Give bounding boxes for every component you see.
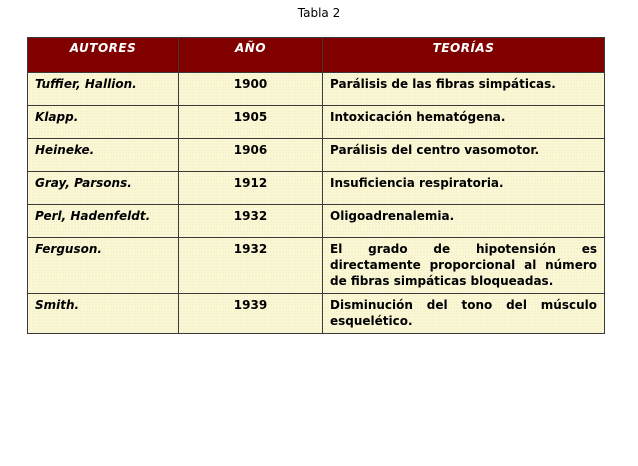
table-row (28, 172, 605, 205)
author-cell: Smith. (28, 294, 179, 334)
column-header-year: AÑO (179, 38, 323, 73)
year-cell: 1932 (179, 205, 323, 238)
table-row (28, 106, 605, 139)
year-cell: 1912 (179, 172, 323, 205)
author-cell: Klapp. (28, 106, 179, 139)
theory-cell: Parálisis de las fibras simpáticas. (323, 73, 605, 106)
table-caption: Tabla 2 (297, 6, 341, 20)
author-cell: Heineke. (28, 139, 179, 172)
table-header-row (28, 38, 605, 73)
year-cell: 1939 (179, 294, 323, 334)
theory-cell: Parálisis del centro vasomotor. (323, 139, 605, 172)
theory-cell: Intoxicación hematógena. (323, 106, 605, 139)
author-cell: Perl, Hadenfeldt. (28, 205, 179, 238)
table-row (28, 294, 605, 334)
table-row (28, 139, 605, 172)
author-cell: Gray, Parsons. (28, 172, 179, 205)
theory-cell: Oligoadrenalemia. (323, 205, 605, 238)
theories-table (27, 37, 605, 334)
year-cell: 1900 (179, 73, 323, 106)
theory-cell: Insuficiencia respiratoria. (323, 172, 605, 205)
theory-cell: Disminución del tono del músculo esquelético. (323, 294, 605, 334)
author-cell: Tuffier, Hallion. (28, 73, 179, 106)
year-cell: 1906 (179, 139, 323, 172)
year-cell: 1932 (179, 238, 323, 294)
table-row (28, 238, 605, 294)
column-header-authors: AUTORES (28, 38, 179, 73)
table-row (28, 205, 605, 238)
year-cell: 1905 (179, 106, 323, 139)
theory-cell: El grado de hipotensión es directamente proporcional al número de fibras simpáticas bloqueadas. (323, 238, 605, 294)
author-cell: Ferguson. (28, 238, 179, 294)
column-header-theories: TEORÍAS (323, 38, 605, 73)
table-row (28, 73, 605, 106)
